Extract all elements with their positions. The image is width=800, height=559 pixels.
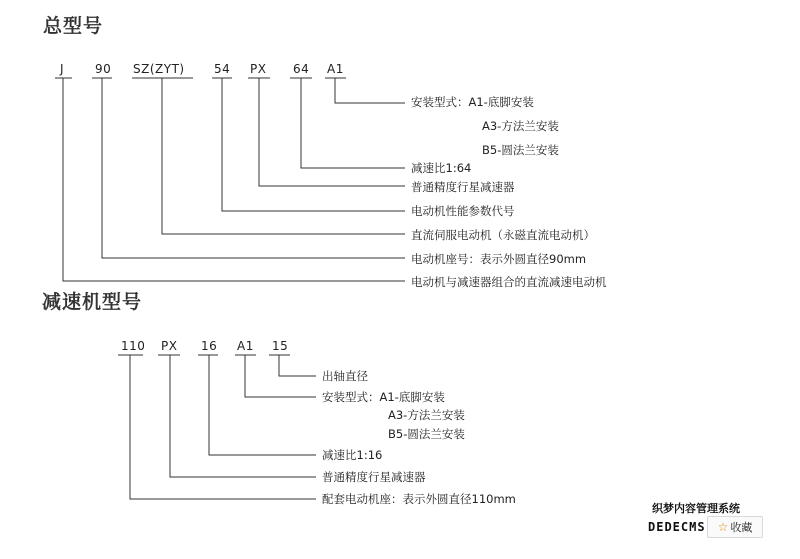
code-15: 15 <box>272 339 289 353</box>
watermark-cms-name: 织梦内容管理系统 <box>652 502 740 515</box>
code-sz-zyt: SZ(ZYT) <box>133 62 185 76</box>
label2-mounting-type: 安装型式：A1-底脚安装 <box>322 390 445 404</box>
code-90: 90 <box>95 62 112 76</box>
label-motor-params: 电动机性能参数代号 <box>411 204 515 218</box>
leader-j <box>63 78 405 281</box>
leader-64 <box>301 78 405 168</box>
code-px: PX <box>250 62 267 76</box>
label-a3-square-flange: A3-方法兰安装 <box>482 119 559 133</box>
label2-planetary-reducer: 普通精度行星减速器 <box>322 470 426 484</box>
leader-16 <box>209 355 316 455</box>
code-16: 16 <box>201 339 218 353</box>
favorite-button[interactable] <box>707 516 763 538</box>
label-b5-round-flange: B5-圆法兰安装 <box>482 143 559 157</box>
code-110: 110 <box>121 339 146 353</box>
label2-ratio: 减速比1:16 <box>322 448 383 462</box>
star-icon: ☆ <box>717 520 729 534</box>
section1-title: 总型号 <box>43 15 104 37</box>
leader-px <box>259 78 405 186</box>
code-j: J <box>60 62 65 76</box>
leader-15 <box>279 355 316 376</box>
leader-54 <box>222 78 405 211</box>
label2-matching-motor: 配套电动机座：表示外圆直径110mm <box>322 492 516 506</box>
code2-a1: A1 <box>237 339 254 353</box>
label-ratio: 减速比1:64 <box>411 161 472 175</box>
watermark-dedecms-logo: DEDECMS <box>648 520 706 534</box>
label2-a3-square-flange: A3-方法兰安装 <box>388 408 465 422</box>
code2-px: PX <box>161 339 178 353</box>
label-shaft-diameter: 出轴直径 <box>322 369 368 383</box>
code-64: 64 <box>293 62 310 76</box>
favorite-label: 收藏 <box>730 521 753 534</box>
label-planetary-reducer: 普通精度行星减速器 <box>411 180 515 194</box>
leader2-px <box>170 355 316 477</box>
section2-title: 减速机型号 <box>42 291 143 313</box>
label-mounting-type: 安装型式：A1-底脚安装 <box>411 95 534 109</box>
code-a1: A1 <box>327 62 344 76</box>
label2-b5-round-flange: B5-圆法兰安装 <box>388 427 465 441</box>
leader-a1 <box>335 78 405 103</box>
label-frame-size: 电动机座号：表示外圆直径90mm <box>411 252 587 266</box>
label-dc-servo: 直流伺服电动机（永磁直流电动机） <box>411 228 595 242</box>
code-54: 54 <box>214 62 231 76</box>
label-combination: 电动机与减速器组合的直流减速电动机 <box>411 275 607 289</box>
